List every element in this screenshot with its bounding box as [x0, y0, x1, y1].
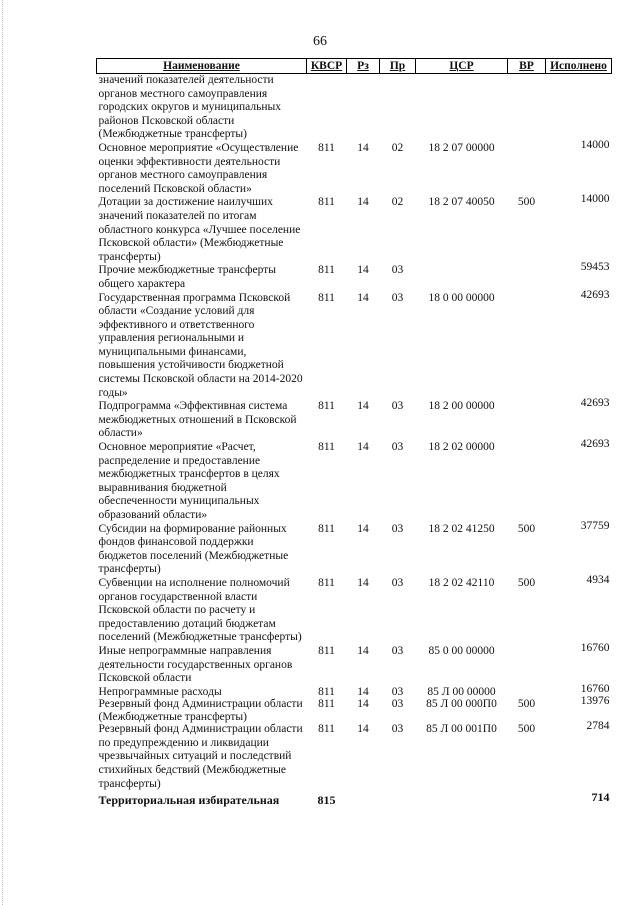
cell-rz: 14 — [357, 723, 369, 736]
cell-csr: 18 2 02 41250 — [428, 522, 495, 535]
cell-done — [546, 573, 612, 645]
table-header-row — [97, 59, 612, 74]
cell-pr — [380, 74, 416, 142]
cell-name: Территориальная избирательная — [98, 793, 280, 808]
cell-rz — [347, 74, 380, 142]
cell-vr: 500 — [517, 723, 536, 736]
cell-rz: 14 — [357, 698, 369, 711]
cell-name: значений показателей деятельности органов местного самоуправления городских округов и муниципальных районов Псковской области (Межбюджетные трансферты) — [98, 74, 281, 141]
cell-done — [546, 397, 612, 441]
table-row — [97, 523, 612, 577]
table-row — [97, 142, 612, 196]
cell-csr — [416, 791, 508, 808]
cell-kvsr: 811 — [318, 644, 335, 657]
cell-csr: 18 2 00 00000 — [428, 400, 495, 413]
table-row — [97, 645, 612, 686]
budget-table — [96, 58, 612, 808]
cell-rz: 14 — [357, 291, 369, 304]
cell-done-value: 59453 — [580, 261, 610, 274]
cell-pr: 03 — [391, 522, 404, 535]
cell-pr: 03 — [391, 291, 404, 304]
cell-name: Субсидии на формирование районных фондов финансовой поддержки бюджетов поселений (Межбюджетные трансферты) — [98, 522, 289, 576]
cell-kvsr: 811 — [318, 723, 335, 736]
cell-rz: 14 — [357, 522, 369, 535]
cell-vr — [508, 791, 546, 808]
cell-kvsr: 811 — [318, 576, 335, 589]
cell-done — [546, 641, 612, 686]
cell-pr — [380, 791, 416, 808]
cell-rz: 14 — [357, 264, 369, 277]
cell-vr — [508, 142, 546, 196]
cell-vr — [508, 74, 546, 142]
cell-kvsr: 811 — [318, 685, 335, 698]
page-edge — [2, 0, 4, 905]
cell-pr: 02 — [391, 141, 404, 154]
table-row — [97, 196, 612, 264]
cell-done-value: 714 — [591, 790, 610, 805]
cell-done-value: 16760 — [580, 641, 610, 654]
table-row — [97, 400, 612, 441]
cell-kvsr: 811 — [318, 291, 335, 304]
cell-vr: 500 — [517, 576, 536, 589]
cell-csr: 85 0 00 00000 — [428, 644, 495, 657]
cell-done-value: 42693 — [580, 397, 610, 410]
cell-name: Основное мероприятие «Расчет, распределение и предоставление межбюджетных трансфертов в целях выравнивания бюджетной обеспеченности муниципальных образований области» — [98, 441, 280, 521]
cell-pr: 02 — [391, 196, 404, 209]
cell-rz: 14 — [357, 196, 369, 209]
header-csr: ЦСР — [416, 59, 508, 74]
table-row — [97, 577, 612, 645]
cell-kvsr: 811 — [318, 441, 335, 454]
cell-name: Иные непрограммные направления деятельности государственных органов Псковской области — [98, 644, 293, 685]
cell-name: Субвенции на исполнение полномочий органов государственной власти Псковской области по расчету и предоставлению дотаций бюджетам поселений (Межбюджетные трансферты) — [98, 576, 302, 644]
table-row — [97, 441, 612, 523]
cell-rz: 14 — [357, 400, 369, 413]
table-row — [97, 723, 612, 791]
cell-pr: 03 — [391, 441, 404, 454]
cell-csr — [416, 264, 508, 291]
cell-kvsr: 811 — [318, 698, 335, 711]
cell-rz: 14 — [357, 576, 369, 589]
cell-name: Дотации за достижение наилучших значений показателей по итогам областного конкурса «Лучшее поселение Псковской области» (Межбюджетные трансферты) — [98, 196, 301, 263]
cell-pr: 03 — [391, 723, 404, 736]
cell-name: Непрограммные расходы — [98, 685, 222, 698]
cell-done-value: 16760 — [580, 682, 610, 695]
cell-name: Государственная программа Псковской области «Создание условий для эффективного и ответственного управления региональными и муниципальными финансами, повышения устойчивости бюджетной системы Псковской области на 2014-2020 годы» — [98, 291, 303, 399]
cell-rz: 14 — [357, 141, 369, 154]
header-pr: Пр — [380, 59, 416, 74]
cell-csr: 85 Л 00 001П0 — [426, 723, 497, 736]
cell-pr: 03 — [391, 644, 404, 657]
cell-rz: 14 — [357, 441, 369, 454]
cell-kvsr: 811 — [318, 264, 335, 277]
cell-done — [546, 519, 612, 577]
cell-kvsr — [307, 74, 347, 142]
cell-done-value: 14000 — [580, 193, 610, 206]
cell-done-value: 14000 — [580, 138, 610, 151]
cell-done — [546, 138, 612, 196]
cell-csr: 18 2 07 00000 — [428, 141, 495, 154]
header-name: Наименование — [97, 59, 307, 74]
cell-vr: 500 — [517, 522, 536, 535]
cell-name: Резервный фонд Администрации области (Межбюджетные трансферты) — [98, 698, 303, 723]
cell-name: Основное мероприятие «Осуществление оценки эффективности деятельности органов местного самоуправления поселений Псковской области» — [98, 141, 299, 195]
cell-kvsr: 811 — [318, 141, 335, 154]
table-row — [97, 698, 612, 723]
cell-rz: 14 — [357, 644, 369, 657]
cell-pr: 03 — [391, 400, 404, 413]
header-rz: Рз — [347, 59, 380, 74]
cell-csr: 18 2 02 42110 — [428, 576, 495, 589]
cell-done-value: 42693 — [580, 288, 610, 301]
cell-kvsr: 815 — [317, 793, 336, 808]
cell-pr: 03 — [391, 576, 404, 589]
cell-done — [546, 74, 612, 142]
cell-done-value: 42693 — [580, 438, 610, 451]
cell-vr — [508, 441, 546, 523]
cell-done-value: 2784 — [586, 720, 610, 733]
cell-vr: 500 — [517, 698, 536, 711]
page-number: 66 — [313, 34, 327, 49]
cell-pr: 03 — [391, 685, 404, 698]
cell-done — [546, 261, 612, 291]
cell-vr — [508, 686, 546, 699]
table-row — [97, 791, 612, 808]
cell-done — [546, 720, 612, 791]
cell-kvsr: 811 — [318, 196, 335, 209]
cell-vr: 500 — [517, 196, 536, 209]
table-body — [97, 74, 612, 808]
cell-vr — [508, 400, 546, 441]
table-row — [97, 74, 612, 142]
header-vr: ВР — [508, 59, 546, 74]
cell-done — [546, 288, 612, 401]
cell-rz: 14 — [357, 685, 369, 698]
cell-rz — [347, 791, 380, 808]
header-done: Исполнено — [546, 59, 612, 74]
cell-name: Резервный фонд Администрации области по предупреждению и ликвидации чрезвычайных ситуаций и последствий стихийных бедствий (Межбюджетные трансферты) — [98, 723, 303, 790]
cell-name: Подпрограмма «Эффективная система межбюджетных отношений в Псковской области» — [98, 400, 297, 440]
cell-vr — [508, 292, 546, 401]
cell-done-value: 13976 — [580, 695, 610, 708]
cell-vr — [508, 645, 546, 686]
cell-name: Прочие межбюджетные трансферты общего характера — [98, 264, 276, 290]
cell-pr: 03 — [391, 264, 404, 277]
cell-csr: 85 Л 00 00000 — [427, 685, 496, 698]
cell-done — [546, 791, 612, 808]
cell-csr — [416, 74, 508, 142]
cell-csr: 85 Л 00 000П0 — [426, 698, 497, 711]
header-kvsr: КВСР — [307, 59, 347, 74]
cell-csr: 18 2 02 00000 — [428, 441, 495, 454]
cell-done — [546, 438, 612, 523]
cell-csr: 18 0 00 00000 — [428, 291, 495, 304]
cell-done-value: 37759 — [580, 519, 610, 532]
cell-done-value: 4934 — [586, 573, 610, 586]
cell-done — [546, 193, 612, 264]
table-row — [97, 686, 612, 699]
table-row — [97, 292, 612, 401]
cell-pr: 03 — [391, 698, 404, 711]
table-row — [97, 264, 612, 291]
cell-kvsr: 811 — [318, 522, 335, 535]
cell-vr — [508, 264, 546, 291]
cell-kvsr: 811 — [318, 400, 335, 413]
cell-csr: 18 2 07 40050 — [428, 196, 495, 209]
